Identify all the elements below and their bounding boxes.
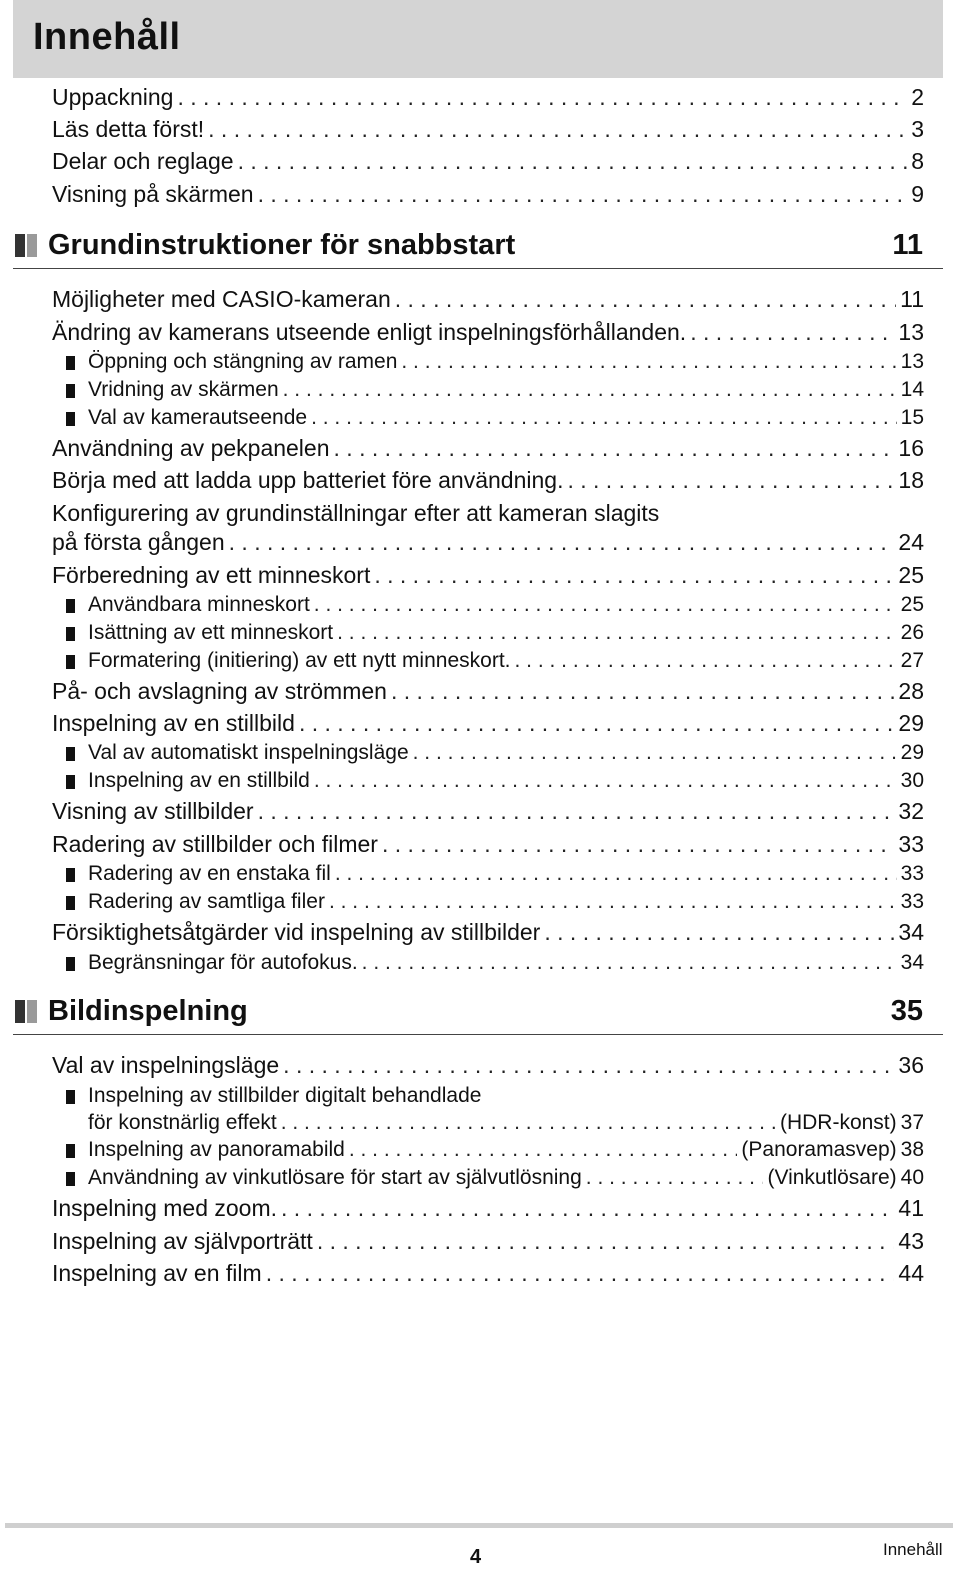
toc-entry-page: 28	[898, 678, 924, 704]
toc-entry-text: Delar och reglage	[52, 148, 234, 174]
toc-entry-page: 25	[900, 593, 924, 616]
section-marker-icon	[27, 234, 37, 257]
toc-entry-text: Formatering (initiering) av ett nytt minneskort.	[88, 649, 511, 672]
toc-entry-mode: (Vinkutlösare)	[767, 1166, 897, 1189]
toc-entry-text: Radering av en enstaka fil	[88, 862, 331, 885]
toc-entry-page: 11	[900, 286, 924, 312]
leader-dots	[391, 677, 894, 705]
leader-dots	[567, 466, 894, 494]
leader-dots	[337, 619, 897, 647]
bullet-icon	[66, 655, 75, 669]
toc-entry[interactable]	[52, 677, 924, 705]
toc-entry[interactable]	[52, 1227, 924, 1255]
toc-subentry[interactable]	[88, 348, 924, 376]
title-bar	[13, 0, 943, 78]
bullet-icon	[66, 747, 75, 761]
leader-dots	[283, 1051, 894, 1079]
toc-entry-text: Möjligheter med CASIO-kameran	[52, 286, 391, 312]
toc-entry-page: 30	[900, 769, 924, 792]
toc-subentry[interactable]	[88, 647, 924, 675]
leader-dots	[311, 404, 897, 432]
toc-entry[interactable]	[52, 1259, 924, 1287]
toc-entry-text: Inspelning av en film	[52, 1260, 262, 1286]
toc-entry-page: 26	[900, 621, 924, 644]
leader-dots	[177, 83, 907, 111]
toc-entry[interactable]	[52, 830, 924, 858]
toc-entry-page: 38	[900, 1138, 924, 1161]
toc-entry-page: 29	[900, 741, 924, 764]
toc-entry-page: 37	[900, 1111, 924, 1134]
section-page: 35	[890, 995, 923, 1027]
toc-entry[interactable]	[52, 918, 924, 946]
section-heading[interactable]	[13, 228, 943, 269]
bullet-icon	[66, 868, 75, 882]
toc-entry[interactable]	[52, 180, 924, 208]
toc-entry-page: 29	[898, 710, 924, 736]
toc-entry[interactable]	[52, 1194, 924, 1222]
leader-dots	[544, 918, 894, 946]
toc-entry-page: 36	[898, 1052, 924, 1078]
toc-entry-text: Radering av stillbilder och filmer	[52, 831, 378, 857]
toc-entry[interactable]	[52, 434, 924, 462]
leader-dots	[690, 318, 894, 346]
toc-entry-text: Inspelning av en stillbild	[52, 710, 295, 736]
leader-dots	[514, 647, 896, 675]
toc-entry[interactable]	[52, 797, 924, 825]
leader-dots	[335, 860, 897, 888]
toc-entry[interactable]	[52, 318, 924, 346]
toc-subentry[interactable]	[88, 1109, 924, 1137]
toc-entry[interactable]	[52, 83, 924, 111]
toc-entry-text: Inspelning av en stillbild	[88, 769, 310, 792]
bullet-icon	[66, 384, 75, 398]
toc-subentry[interactable]	[88, 1136, 924, 1164]
toc-entry[interactable]	[52, 147, 924, 175]
leader-dots	[258, 797, 895, 825]
toc-entry-text: Inspelning av självporträtt	[52, 1228, 313, 1254]
toc-entry-page: 15	[900, 406, 924, 429]
bullet-icon	[66, 1090, 75, 1104]
toc-entry-page: 8	[911, 148, 924, 174]
toc-subentry[interactable]	[88, 591, 924, 619]
toc-entry-text: Förberedning av ett minneskort	[52, 562, 371, 588]
toc-entry[interactable]	[52, 115, 924, 143]
toc-entry-page: 33	[900, 890, 924, 913]
toc-entry-text: Uppackning	[52, 84, 174, 110]
toc-entry-text: Visning på skärmen	[52, 181, 254, 207]
leader-dots	[413, 739, 897, 767]
leader-dots	[362, 949, 897, 977]
leader-dots	[281, 1194, 894, 1222]
footer-page-number: 4	[470, 1546, 482, 1568]
leader-dots	[334, 434, 895, 462]
toc-entry-page: 34	[898, 919, 924, 945]
section-title: Bildinspelning	[48, 995, 248, 1027]
footer-label: Innehåll	[883, 1540, 943, 1559]
toc-entry-page: 2	[911, 84, 924, 110]
leader-dots	[281, 1109, 776, 1137]
toc-entry-page: 25	[898, 562, 924, 588]
section-heading[interactable]	[13, 994, 943, 1035]
section-page: 11	[892, 229, 923, 261]
toc-entry-text: Visning av stillbilder	[52, 798, 254, 824]
leader-dots	[283, 376, 897, 404]
toc-entry-text: Användbara minneskort	[88, 593, 310, 616]
leader-dots	[266, 1259, 895, 1287]
leader-dots	[314, 591, 897, 619]
toc-entry[interactable]	[52, 561, 924, 589]
toc-subentry[interactable]	[88, 619, 924, 647]
toc-entry-page: 18	[898, 467, 924, 493]
toc-entry-page: 24	[898, 529, 924, 555]
toc-entry-mode: (Panoramasvep)	[741, 1138, 897, 1161]
leader-dots	[329, 888, 897, 916]
bullet-icon	[66, 957, 75, 971]
toc-entry-text[interactable]: Konfigurering av grundinställningar efter att kameran slagits	[52, 500, 660, 526]
toc-entry-page: 32	[898, 798, 924, 824]
toc-subentry[interactable]	[88, 1164, 924, 1192]
toc-subentry[interactable]	[88, 404, 924, 432]
bullet-icon	[66, 1172, 75, 1186]
toc-entry-page: 27	[900, 649, 924, 672]
toc-entry-page: 3	[911, 116, 924, 142]
toc-subentry[interactable]	[88, 860, 924, 888]
toc-entry-text: Öppning och stängning av ramen	[88, 350, 398, 373]
toc-entry-text: Vridning av skärmen	[88, 378, 279, 401]
toc-entry-text: på första gången	[52, 529, 225, 555]
leader-dots	[374, 561, 894, 589]
toc-entry-text: Val av automatiskt inspelningsläge	[88, 741, 409, 764]
toc-entry-text: Inspelning av panoramabild	[88, 1138, 345, 1161]
toc-entry-page: 41	[898, 1195, 924, 1221]
toc-entry-text: Läs detta först!	[52, 116, 205, 142]
bullet-icon	[66, 356, 75, 370]
toc-entry-text: På- och avslagning av strömmen	[52, 678, 387, 704]
footer-rule	[5, 1523, 953, 1528]
toc-entry-page: 13	[898, 319, 924, 345]
leader-dots	[314, 767, 897, 795]
leader-dots	[395, 285, 896, 313]
leader-dots	[317, 1227, 895, 1255]
leader-dots	[238, 147, 908, 175]
toc-entry-text: Ändring av kamerans utseende enligt inspelningsförhållanden.	[52, 319, 687, 345]
toc-entry[interactable]	[52, 285, 924, 313]
bullet-icon	[66, 627, 75, 641]
leader-dots	[382, 830, 894, 858]
toc-entry-text: för konstnärlig effekt	[88, 1111, 277, 1134]
toc-entry-page: 34	[900, 951, 924, 974]
toc-entry-page: 43	[898, 1228, 924, 1254]
section-marker-icon	[27, 1000, 37, 1023]
toc-entry-page: 16	[898, 435, 924, 461]
toc-entry-mode: (HDR-konst)	[779, 1111, 897, 1134]
leader-dots	[229, 528, 895, 556]
bullet-icon	[66, 412, 75, 426]
toc-entry-text: Val av kamerautseende	[88, 406, 308, 429]
toc-entry-text: Val av inspelningsläge	[52, 1052, 280, 1078]
toc-entry-page: 9	[911, 181, 924, 207]
bullet-icon	[66, 896, 75, 910]
toc-entry-text: Användning av vinkutlösare för start av självutlösning	[88, 1166, 582, 1189]
leader-dots	[258, 180, 908, 208]
toc-entry[interactable]	[52, 528, 924, 556]
section-marker-icon	[15, 1000, 25, 1023]
section-marker-icon	[15, 234, 25, 257]
toc-subentry[interactable]	[88, 739, 924, 767]
toc-entry-text: Begränsningar för autofokus.	[88, 951, 358, 974]
toc-entry[interactable]	[52, 709, 924, 737]
bullet-icon	[66, 1144, 75, 1158]
toc-entry-page: 13	[900, 350, 924, 373]
toc-entry-page: 33	[900, 862, 924, 885]
toc-entry-text: Börja med att ladda upp batteriet före användning.	[52, 467, 564, 493]
toc-entry-text: Användning av pekpanelen	[52, 435, 330, 461]
toc-entry-text: Radering av samtliga filer	[88, 890, 325, 913]
toc-subentry[interactable]	[88, 376, 924, 404]
toc-entry-page: 14	[900, 378, 924, 401]
toc-subentry[interactable]	[88, 888, 924, 916]
toc-entry[interactable]	[52, 1051, 924, 1079]
toc-entry-text: Isättning av ett minneskort	[88, 621, 334, 644]
toc-entry-text[interactable]: Inspelning av stillbilder digitalt behandlade	[88, 1084, 482, 1107]
leader-dots	[299, 709, 894, 737]
toc-entry-text: Inspelning med zoom.	[52, 1195, 278, 1221]
leader-dots	[586, 1164, 764, 1192]
toc-entry[interactable]	[52, 466, 924, 494]
bullet-icon	[66, 775, 75, 789]
toc-subentry[interactable]	[88, 949, 924, 977]
leader-dots	[349, 1136, 738, 1164]
toc-entry-page: 33	[898, 831, 924, 857]
toc-subentry[interactable]	[88, 767, 924, 795]
toc-entry-page: 44	[898, 1260, 924, 1286]
bullet-icon	[66, 599, 75, 613]
toc-entry-page: 40	[900, 1166, 924, 1189]
page-title: Innehåll	[33, 16, 181, 58]
toc-entry-text: Försiktighetsåtgärder vid inspelning av stillbilder	[52, 919, 541, 945]
section-title: Grundinstruktioner för snabbstart	[48, 229, 516, 261]
leader-dots	[401, 348, 896, 376]
leader-dots	[208, 115, 907, 143]
